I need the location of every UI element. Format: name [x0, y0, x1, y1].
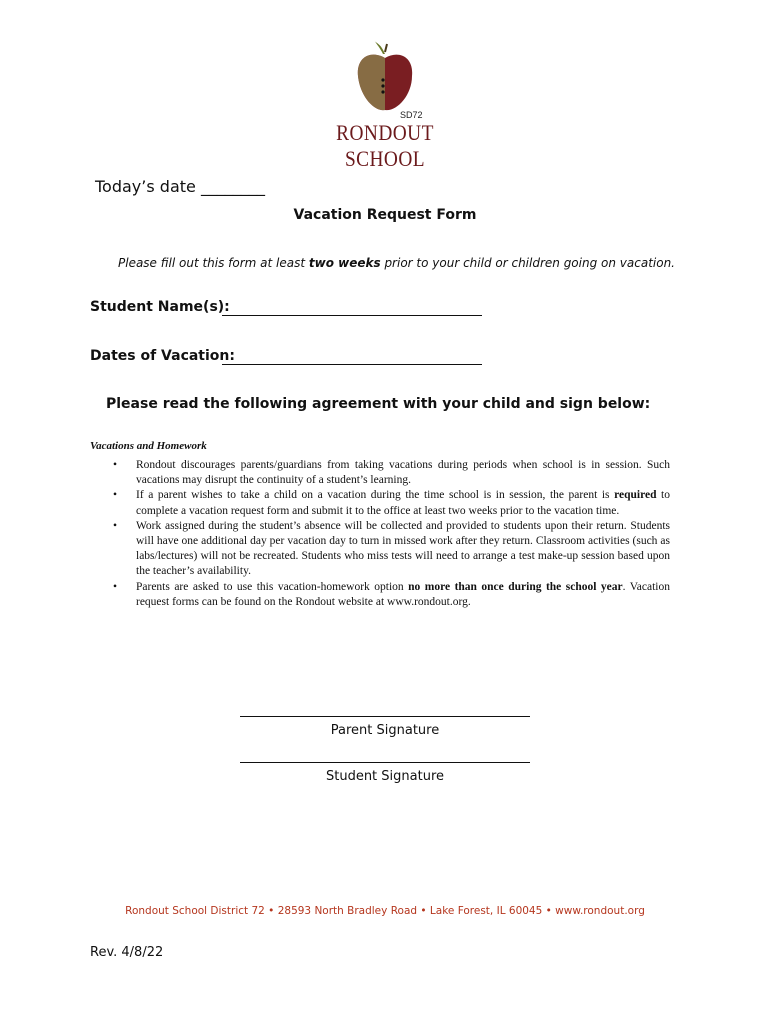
student-names-input-line[interactable] — [222, 315, 482, 316]
student-names-label: Student Name(s): — [90, 299, 230, 315]
policy-list — [110, 458, 670, 610]
list-item: • Rondout discourages parents/guardians from taking vacations during periods when school is in session. Such vacations may disrupt the continuity of a student’s learning. — [110, 458, 670, 488]
student-signature-label: Student Signature — [325, 769, 445, 784]
student-signature-line[interactable] — [240, 762, 530, 763]
todays-date-label: Today’s date ________ — [95, 177, 265, 196]
form-title: Vacation Request Form — [293, 207, 477, 223]
agreement-heading: Please read the following agreement with your child and sign below: — [106, 396, 651, 412]
footer-address: Rondout School District 72 • 28593 North Bradley Road • Lake Forest, IL 60045 • www.rondout.org — [125, 905, 645, 917]
vacation-dates-label: Dates of Vacation: — [90, 348, 235, 364]
policy-heading: Vacations and Homework — [90, 440, 207, 452]
list-item: • If a parent wishes to take a child on a vacation during the time school is in session, the parent is required to complete a vacation request form and submit it to the office at least two weeks prior to the vacation time. — [110, 488, 670, 518]
list-item: • Parents are asked to use this vacation-homework option no more than once during the school year. Vacation request forms can be found on the Rondout website at www.rondout.org. — [110, 580, 670, 610]
parent-signature-line[interactable] — [240, 716, 530, 717]
school-logo — [300, 40, 470, 171]
intro-text: Please fill out this form at least two weeks prior to your child or children going on vacation. — [118, 256, 675, 270]
district-label: SD72 — [400, 110, 423, 120]
vacation-dates-input-line[interactable] — [222, 364, 482, 365]
list-item: • Work assigned during the student’s absence will be collected and provided to students upon their return. Students will have one additional day per vacation day to turn in missed work after they return. Classroom activities (such as labs/lectures) will not be recreated. Students who miss tests will need to arrange a test make-up session based upon the teacher’s availability. — [110, 519, 670, 580]
intro-emphasis: two weeks — [308, 256, 381, 270]
school-name: RONDOUT SCHOOL — [336, 120, 434, 171]
parent-signature-label: Parent Signature — [330, 723, 440, 738]
revision-date: Rev. 4/8/22 — [90, 945, 164, 960]
apple-logo-icon — [350, 40, 420, 115]
